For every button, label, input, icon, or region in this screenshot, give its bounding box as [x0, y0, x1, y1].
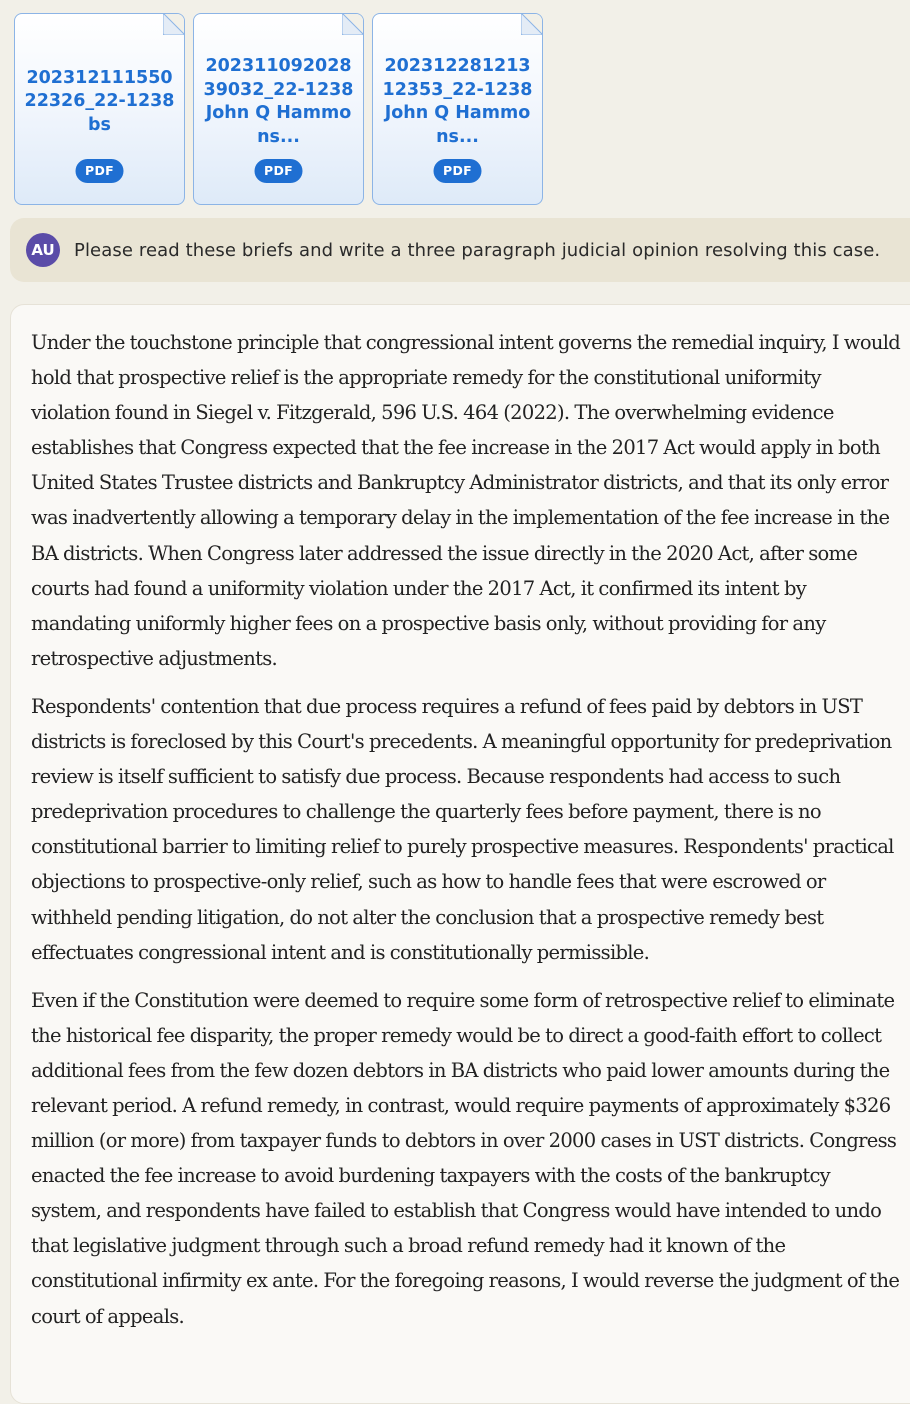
attachment-filename: 20231228121312353_22-1238 John Q Hammons...: [382, 56, 533, 147]
attachment-card[interactable]: [193, 13, 364, 205]
attachment-card[interactable]: [372, 13, 543, 205]
response-paragraph: Under the touchstone principle that congressional intent governs the remedial inquiry, I would hold that prospective relief is the appropriate remedy for the constitutional uniformity violation found in Siegel v. Fitzgerald, 596 U.S. 464 (2022). The overwhelming evidence establishes that Congress expected that the fee increase in the 2017 Act would apply in both United States Trustee districts and Bankruptcy Administrator districts, and that its only error was inadvertently allowing a temporary delay in the implementation of the fee increase in the BA districts. When Congress later addressed the issue directly in the 2020 Act, after some courts had found a uniformity violation under the 2017 Act, it confirmed its intent by mandating uniformly higher fees on a prospective basis only, without providing for any retrospective adjustments.: [31, 331, 901, 670]
pdf-badge: PDF: [254, 159, 303, 183]
attachment-card[interactable]: [14, 13, 185, 205]
attachment-list: [14, 13, 543, 205]
user-avatar: AU: [26, 233, 60, 267]
assistant-response: [10, 304, 910, 1404]
response-paragraph: Respondents' contention that due process requires a refund of fees paid by debtors in UST districts is foreclosed by this Court's precedents. A meaningful opportunity for predeprivation review is itself sufficient to satisfy due process. Because respondents had access to such predeprivation procedures to challenge the quarterly fees before payment, there is no constitutional barrier to limiting relief to purely prospective measures. Respondents' practical objections to prospective-only relief, such as how to handle fees that were escrowed or withheld pending litigation, do not alter the conclusion that a prospective remedy best effectuates congressional intent and is constitutionally permissible.: [31, 694, 894, 964]
folded-corner-icon: [521, 13, 543, 35]
attachment-filename: 20231211155022326_22-1238 bs: [24, 67, 175, 135]
folded-corner-icon: [163, 13, 185, 35]
user-message: [10, 218, 910, 282]
folded-corner-icon: [342, 13, 364, 35]
pdf-badge: PDF: [75, 159, 124, 183]
pdf-badge: PDF: [433, 159, 482, 183]
response-paragraph: Even if the Constitution were deemed to require some form of retrospective relief to eliminate the historical fee disparity, the proper remedy would be to direct a good-faith effort to collect additional fees from the few dozen debtors in BA districts who paid lower amounts during the relevant period. A refund remedy, in contrast, would require payments of approximately $326 million (or more) from taxpayer funds to debtors in over 2000 cases in UST districts. Congress enacted the fee increase to avoid burdening taxpayers with the costs of the bankruptcy system, and respondents have failed to establish that Congress would have intended to undo that legislative judgment through such a broad refund remedy had it known of the constitutional infirmity ex ante. For the foregoing reasons, I would reverse the judgment of the court of appeals.: [31, 988, 900, 1328]
user-message-text: Please read these briefs and write a three paragraph judicial opinion resolving this case.: [74, 239, 881, 261]
attachment-filename: 20231109202839032_22-1238 John Q Hammons...: [203, 56, 354, 147]
